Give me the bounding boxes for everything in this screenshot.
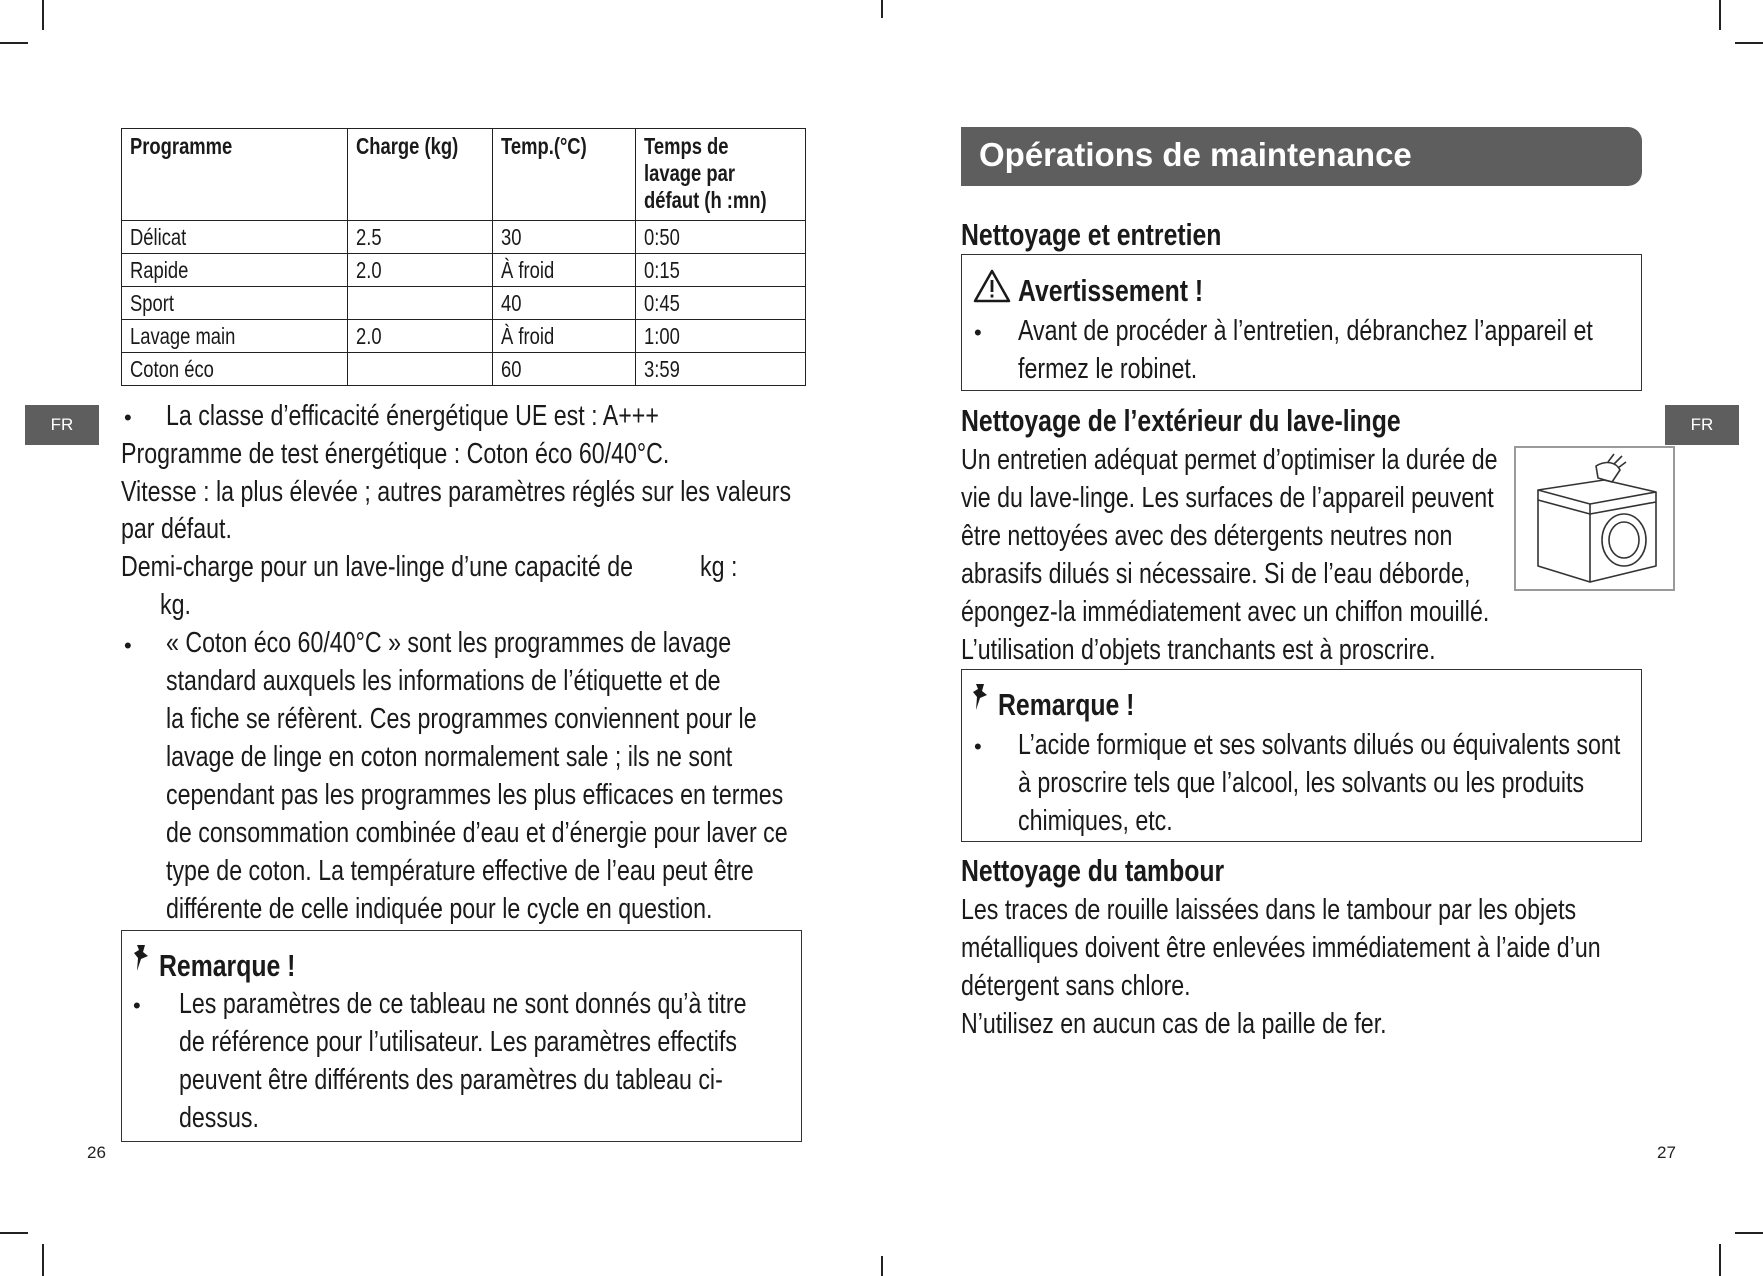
note-text-line: L’acide formique et ses solvants dilués ou équivalents sont [1018, 729, 1621, 761]
exterior-text-line: être nettoyées avec des détergents neutres non [961, 520, 1453, 552]
warning-triangle-icon [972, 268, 1012, 304]
pushpin-icon [972, 682, 996, 712]
drum-text-line: N’utilisez en aucun cas de la paille de fer. [961, 1008, 1387, 1040]
table-cell: Coton éco [122, 353, 348, 386]
note-title: Remarque ! [998, 687, 1135, 722]
table-cell: 2.5 [347, 221, 492, 254]
table-cell: 3:59 [635, 353, 805, 386]
drum-text-line: détergent sans chlore. [961, 970, 1191, 1002]
bullet-icon: • [133, 993, 141, 1018]
exterior-text-line: épongez-la immédiatement avec un chiffon mouillé. [961, 596, 1490, 628]
language-tab: FR [25, 405, 99, 445]
paragraph-line: Programme de test énergétique : Coton éco 60/40°C. [121, 438, 670, 470]
table-row [122, 353, 806, 386]
table-cell: 60 [492, 353, 635, 386]
half-load-unit: kg : [700, 551, 738, 583]
exterior-text-line: Un entretien adéquat permet d’optimiser la durée de [961, 444, 1498, 476]
warning-title: Avertissement ! [1018, 273, 1204, 308]
note-text-line: de référence pour l’utilisateur. Les paramètres effectifs [179, 1026, 737, 1058]
table-header: Programme [122, 129, 348, 221]
washing-machine-icon [1516, 448, 1673, 589]
exterior-text-line: L’utilisation d’objets tranchants est à proscrire. [961, 634, 1436, 666]
table-cell: Délicat [122, 221, 348, 254]
standard-text-line: différente de celle indiquée pour le cycle en question. [166, 893, 713, 925]
standard-text-line: type de coton. La température effective de l’eau peut être [166, 855, 754, 887]
table-cell [347, 287, 492, 320]
language-tab: FR [1665, 405, 1739, 445]
standard-text-line: lavage de linge en coton normalement sale ; ils ne sont [166, 741, 733, 773]
table-cell: 0:45 [635, 287, 805, 320]
drum-text-line: Les traces de rouille laissées dans le tambour par les objets [961, 894, 1577, 926]
standard-text-line: standard auxquels les informations de l’étiquette et de [166, 665, 721, 697]
bullet-icon: • [124, 633, 132, 658]
table-cell: À froid [492, 320, 635, 353]
page-number: 26 [87, 1143, 106, 1162]
bullet-icon: • [124, 405, 132, 430]
table-header-row [122, 129, 806, 221]
warning-text-line: Avant de procéder à l’entretien, débranchez l’appareil et [1018, 315, 1593, 347]
table-row [122, 320, 806, 353]
table-cell: Lavage main [122, 320, 348, 353]
table-cell: Rapide [122, 254, 348, 287]
exterior-heading: Nettoyage de l’extérieur du lave-linge [961, 403, 1401, 438]
exterior-text-line: vie du lave-linge. Les surfaces de l’appareil peuvent [961, 482, 1494, 514]
crop-mark [1719, 0, 1721, 30]
half-load-text: Demi-charge pour un lave-linge d’une capacité de [121, 551, 633, 583]
table-cell: 1:00 [635, 320, 805, 353]
table-row [122, 254, 806, 287]
bullet-icon: • [974, 320, 982, 345]
paragraph-line: par défaut. [121, 513, 232, 545]
drum-text-line: métalliques doivent être enlevées immédiatement à l’aide d’un [961, 932, 1601, 964]
note-title: Remarque ! [159, 948, 296, 983]
exterior-text-line: abrasifs dilués si nécessaire. Si de l’eau déborde, [961, 558, 1471, 590]
table-cell: Sport [122, 287, 348, 320]
bullet-icon: • [974, 734, 982, 759]
note-text-line: chimiques, etc. [1018, 805, 1173, 837]
washing-machine-illustration [1514, 446, 1675, 591]
note-text-line: dessus. [179, 1102, 259, 1134]
table-row [122, 287, 806, 320]
cleaning-heading: Nettoyage et entretien [961, 217, 1222, 252]
crop-mark [881, 1256, 883, 1276]
table-header: Temps de lavage par défaut (h :mn) [635, 129, 805, 221]
standard-text-line: de consommation combinée d’eau et d’énergie pour laver ce [166, 817, 788, 849]
crop-mark [1735, 1232, 1763, 1234]
table-row [122, 221, 806, 254]
crop-mark [0, 42, 28, 44]
drum-heading: Nettoyage du tambour [961, 853, 1225, 888]
half-load-second: kg. [160, 589, 191, 621]
note-text-line: peuvent être différents des paramètres du tableau ci- [179, 1064, 723, 1096]
energy-class-text: La classe d’efficacité énergétique UE est : A+++ [166, 400, 659, 432]
crop-mark [42, 1244, 44, 1276]
crop-mark [1735, 42, 1763, 44]
table-cell: 0:50 [635, 221, 805, 254]
table-cell: 2.0 [347, 320, 492, 353]
note-text-line: à proscrire tels que l’alcool, les solvants ou les produits [1018, 767, 1585, 799]
standard-text-line: « Coton éco 60/40°C » sont les programmes de lavage [166, 627, 732, 659]
paragraph-line: Vitesse : la plus élevée ; autres paramètres réglés sur les valeurs [121, 476, 792, 508]
table-cell: À froid [492, 254, 635, 287]
page-number: 27 [1657, 1143, 1676, 1162]
table-cell: 0:15 [635, 254, 805, 287]
table-header: Charge (kg) [347, 129, 492, 221]
section-title: Opérations de maintenance [979, 136, 1412, 173]
standard-text-line: la fiche se réfèrent. Ces programmes conviennent pour le [166, 703, 757, 735]
standard-text-line: cependant pas les programmes les plus efficaces en termes [166, 779, 784, 811]
crop-mark [0, 1232, 28, 1234]
table-cell: 40 [492, 287, 635, 320]
section-title-bar [961, 127, 1642, 186]
crop-mark [881, 0, 883, 18]
table-header: Temp.(°C) [492, 129, 635, 221]
table-cell [347, 353, 492, 386]
table-cell: 30 [492, 221, 635, 254]
crop-mark [42, 0, 44, 30]
table-cell: 2.0 [347, 254, 492, 287]
program-table [121, 128, 806, 386]
warning-text-line: fermez le robinet. [1018, 353, 1198, 385]
note-text-line: Les paramètres de ce tableau ne sont donnés qu’à titre [179, 988, 747, 1020]
crop-mark [1719, 1244, 1721, 1276]
pushpin-icon [133, 943, 157, 973]
